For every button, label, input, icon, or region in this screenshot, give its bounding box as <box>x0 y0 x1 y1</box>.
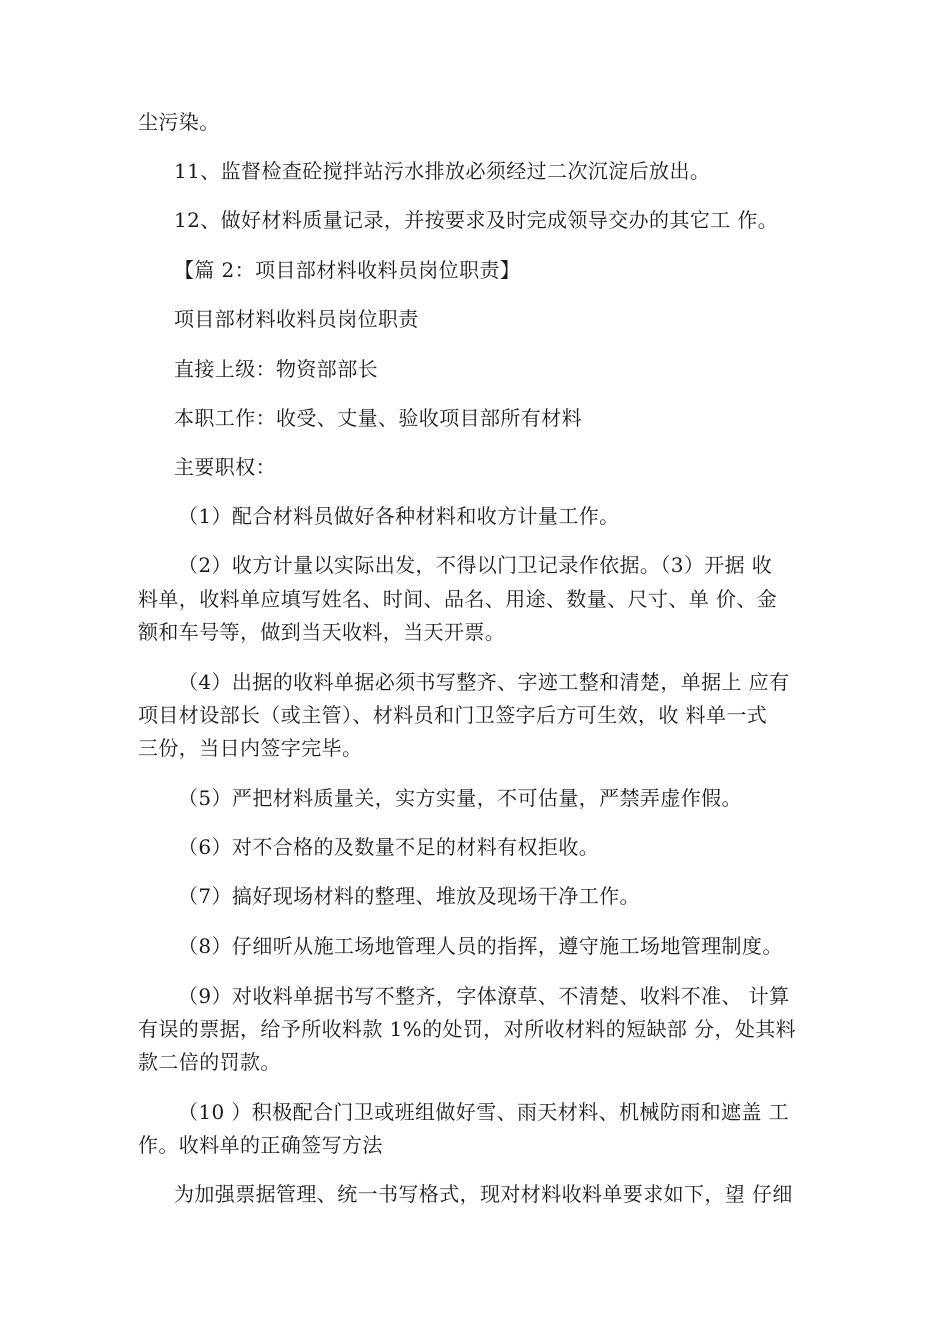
list-item-6: （6）对不合格的及数量不足的材料有权拒收。 <box>178 835 600 859</box>
section-heading: 【篇 2：项目部材料收料员岗位职责】 <box>174 258 521 282</box>
list-item-9-line-1: （9）对收料单据书写不整齐，字体潦草、不清楚、收料不准、 计算 <box>178 984 790 1008</box>
list-item-8: （8）仔细听从施工场地管理人员的指挥，遵守施工场地管理制度。 <box>178 934 783 958</box>
list-item-4-line-2: 项目材设部长（或主管）、材料员和门卫签字后方可生效，收 料单一式 <box>138 703 768 727</box>
list-item-1: （1）配合材料员做好各种材料和收方计量工作。 <box>178 504 620 528</box>
list-item-2-line-1: （2）收方计量以实际出发，不得以门卫记录作依据。（3）开据 收 <box>178 553 773 577</box>
text-line-main-authority: 主要职权： <box>174 455 276 479</box>
text-line-supervisor: 直接上级：物资部部长 <box>174 357 378 381</box>
list-item-2-line-3: 额和车号等，做到当天收料，当天开票。 <box>138 620 506 644</box>
list-item-9-line-2: 有误的票据，给予所收料款 1%的处罚，对所收材料的短缺部 分，处其料 <box>138 1017 797 1041</box>
list-item-2-line-2: 料单，收料单应填写姓名、时间、品名、用途、数量、尺寸、单 价、金 <box>138 587 778 611</box>
text-line-item-12: 12、做好材料质量记录，并按要求及时完成领导交办的其它工 作。 <box>174 208 779 232</box>
list-item-10-line-2: 作。收料单的正确签写方法 <box>138 1133 383 1157</box>
list-item-4-line-3: 三份，当日内签字完毕。 <box>138 736 363 760</box>
text-line-final: 为加强票据管理、统一书写格式，现对材料收料单要求如下，望 仔细 <box>174 1182 793 1206</box>
list-item-5: （5）严把材料质量关，实方实量，不可估量，严禁弄虚作假。 <box>178 786 742 810</box>
list-item-10-line-1: （10 ）积极配合门卫或班组做好雪、雨天材料、机械防雨和遮盖 工 <box>178 1100 789 1124</box>
list-item-7: （7）搞好现场材料的整理、堆放及现场干净工作。 <box>178 884 640 908</box>
text-line-item-11: 11、监督检查砼搅拌站污水排放必须经过二次沉淀后放出。 <box>174 159 711 183</box>
list-item-9-line-3: 款二倍的罚款。 <box>138 1050 281 1074</box>
document-subtitle: 项目部材料收料员岗位职责 <box>174 307 419 331</box>
list-item-4-line-1: （4）出据的收料单据必须书写整齐、字迹工整和清楚，单据上 应有 <box>178 670 790 694</box>
text-line-job-duty: 本职工作：收受、丈量、验收项目部所有材料 <box>174 406 582 430</box>
text-line-continuation: 尘污染。 <box>138 110 220 134</box>
